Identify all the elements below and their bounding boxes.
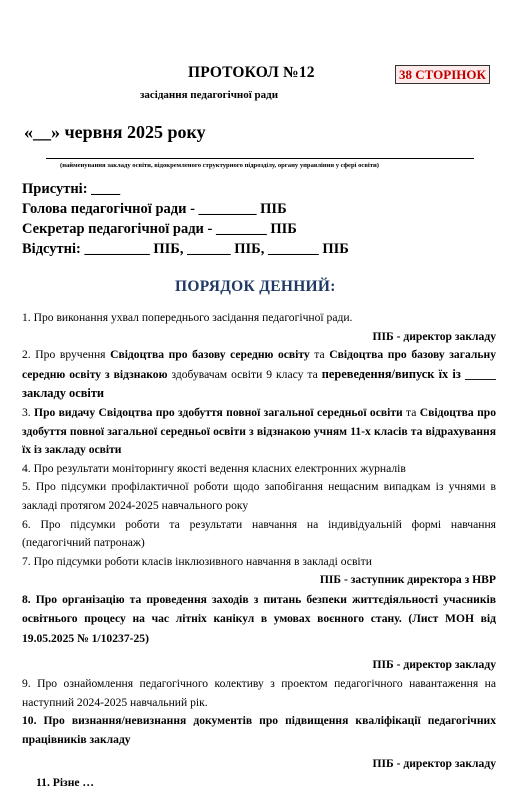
agenda-item-7: 7. Про підсумки роботи класів інклюзивного навчання в закладі освіти [22, 554, 372, 568]
agenda-item-1: 1. Про виконання ухвал попереднього засідання педагогічної ради. [22, 311, 353, 324]
agenda-item-8: 8. Про організацію та проведення заходів з питань безпеки життєдіяльності учасників освітнього процесу на час літніх канікул в умовах воєнного стану. (Лист МОН від 19.05.2025 № 1/10237-25) [22, 592, 496, 645]
agenda-responsible-1: ПІБ - директор закладу [372, 329, 496, 343]
agenda-responsible-10: ПІБ - директор закладу [372, 757, 496, 771]
agenda-item-11: 11. Різне … [36, 775, 95, 789]
pages-badge: 38 СТОРІНОК [395, 65, 490, 84]
agenda-item-10: 10. Про визнання/невизнання документів про підвищення кваліфікації педагогічних працівників закладу [22, 714, 496, 746]
chair-line: Голова педагогічної ради - ________ ПІБ [22, 201, 287, 217]
agenda-heading: ПОРЯДОК ДЕННИЙ: [175, 278, 336, 295]
agenda-item-2: 2. Про вручення Свідоцтва про базову середню освіту та Свідоцтва про базову загальну середню освіту з відзнакою здобувачам освіти 9 класу та переведення/випуск їх із _____ закладу освіти [22, 348, 496, 401]
agenda-item-4: 4. Про результати моніторингу якості ведення класних електронних журналів [22, 461, 406, 475]
agenda-item-6: 6. Про підсумки роботи та результати навчання на індивідуальній формі навчання (педагогічний патронаж) [22, 517, 496, 550]
org-name-caption: (найменування закладу освіти, відокремленого структурного підрозділу, органу управління у сфері освіти) [60, 162, 379, 169]
secretary-line: Секретар педагогічної ради - _______ ПІБ [22, 221, 297, 237]
agenda-responsible-7: ПІБ - заступник директора з НВР [319, 573, 496, 587]
org-name-line [46, 158, 474, 159]
meeting-date: «__» червня 2025 року [24, 122, 206, 142]
present-line: Присутні: ____ [22, 181, 121, 197]
agenda-responsible-8: ПІБ - директор закладу [372, 658, 496, 672]
agenda-item-5: 5. Про підсумки профілактичної роботи щодо запобігання нещасним випадкам із учнями в закладі протягом 2024-2025 навчального року [22, 480, 496, 512]
agenda-item-3: 3. Про видачу Свідоцтва про здобуття повної загальної середньої освіти та Свідоцтва про здобуття повної загальної середньої освіти з відзнакою учням 11-х класів та відрахування їх із закладу освіти [22, 405, 496, 457]
agenda-item-9: 9. Про ознайомлення педагогічного колективу з проектом педагогічного навантаження на наступний 2024-2025 навчальний рік. [22, 677, 496, 709]
absent-line: Відсутні: _________ ПІБ, ______ ПІБ, _______ ПІБ [22, 241, 349, 257]
protocol-title: ПРОТОКОЛ №12 [188, 64, 315, 81]
protocol-subtitle: засідання педагогічної ради [140, 89, 279, 101]
agenda-list [22, 309, 496, 793]
